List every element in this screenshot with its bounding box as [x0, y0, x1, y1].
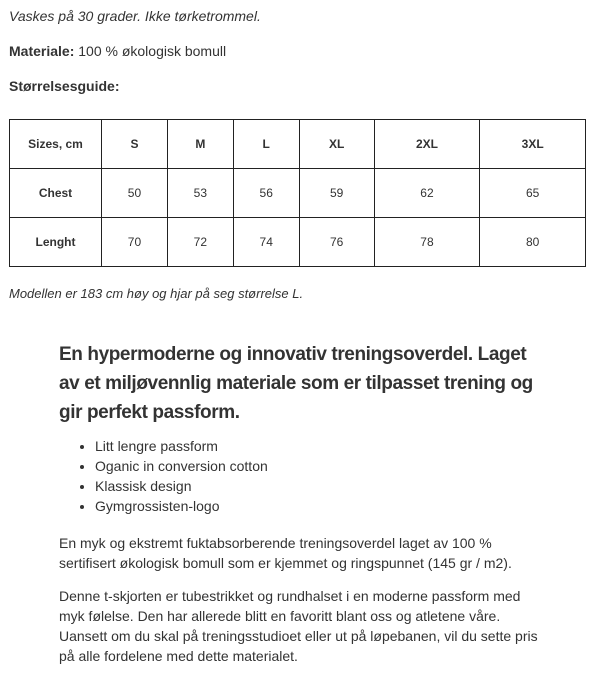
table-cell: 70	[102, 218, 168, 267]
table-cell: 59	[299, 169, 374, 218]
table-cell: 72	[167, 218, 233, 267]
size-header-cell: S	[102, 120, 168, 169]
material-line	[9, 43, 226, 59]
feature-list	[59, 436, 268, 516]
table-cell: 78	[374, 218, 480, 267]
model-note: Modellen er 183 cm høy og hjar på seg størrelse L.	[9, 286, 304, 301]
material-value: 100 % økologisk bomull	[74, 43, 227, 59]
material-label: Materiale:	[9, 43, 75, 59]
table-cell: 62	[374, 169, 480, 218]
row-label: Chest	[10, 169, 102, 218]
description-paragraph: En myk og ekstremt fuktabsorberende treningsoverdel laget av 100 % sertifisert økologisk bomull som er kjemmet og ringspunnet (145 gr / m2).	[59, 535, 512, 571]
product-headline: En hypermoderne og innovativ treningsoverdel. Laget av et miljøvennlig materiale som er tilpasset trening og gir perfekt passform.	[59, 344, 533, 423]
size-header-cell: M	[167, 120, 233, 169]
care-instructions: Vaskes på 30 grader. Ikke tørketrommel.	[9, 8, 261, 24]
size-guide-title: Størrelsesguide:	[9, 78, 120, 94]
size-table	[9, 119, 586, 267]
table-cell: 50	[102, 169, 168, 218]
table-cell: 76	[299, 218, 374, 267]
row-label: Lenght	[10, 218, 102, 267]
description-paragraph: Denne t-skjorten er tubestrikket og rundhalset i en moderne passform med myk følelse. Den har allerede blitt en favoritt blant oss og atletene våre. Uansett om du skal på treningsstudioet eller ut på løpebanen, vil du sette pris på alle fordelene med dette materialet.	[59, 588, 538, 664]
table-cell: 80	[480, 218, 586, 267]
size-table-header-row	[10, 120, 586, 169]
list-item: • Klassisk design	[95, 476, 268, 496]
size-table-row-length	[10, 218, 586, 267]
size-header-cell: L	[233, 120, 299, 169]
size-header-cell: 2XL	[374, 120, 480, 169]
list-item: • Oganic in conversion cotton	[95, 456, 268, 476]
table-cell: 53	[167, 169, 233, 218]
size-header-cell: XL	[299, 120, 374, 169]
list-item: • Litt lengre passform	[95, 436, 268, 456]
list-item: • Gymgrossisten-logo	[95, 496, 268, 516]
size-header-label: Sizes, cm	[10, 120, 102, 169]
table-cell: 56	[233, 169, 299, 218]
table-cell: 74	[233, 218, 299, 267]
table-cell: 65	[480, 169, 586, 218]
size-header-cell: 3XL	[480, 120, 586, 169]
size-table-row-chest	[10, 169, 586, 218]
